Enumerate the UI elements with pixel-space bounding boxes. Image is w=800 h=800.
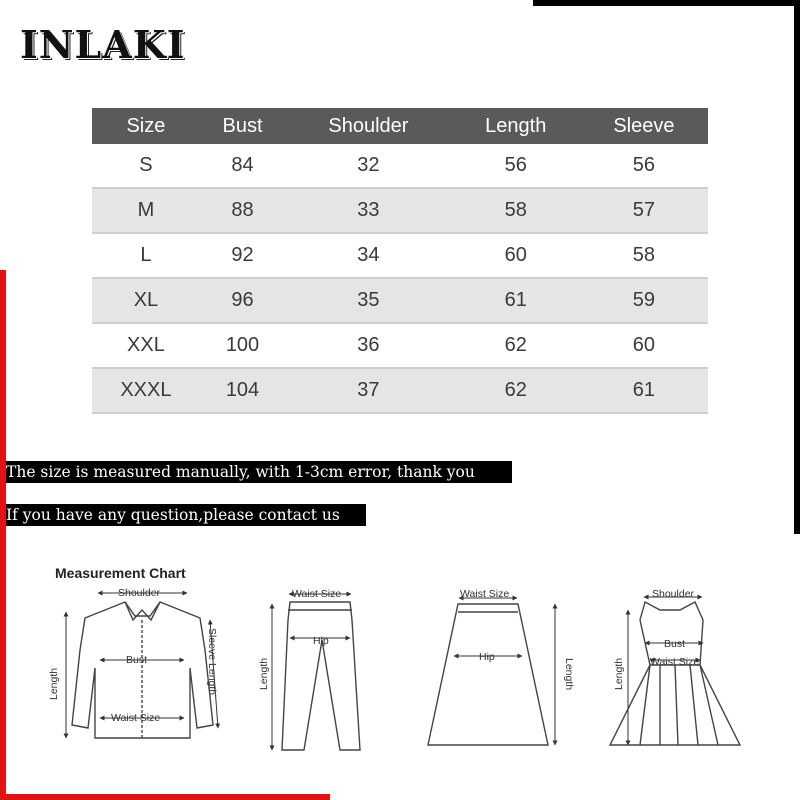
pants-length-label: Length <box>258 657 270 690</box>
frame-bottom-red <box>0 794 330 800</box>
cell-bust: 100 <box>200 323 285 368</box>
dress-shoulder-label: Shoulder <box>652 588 695 600</box>
cell-shoulder: 33 <box>285 188 452 233</box>
cell-size: XL <box>92 278 200 323</box>
contact-note: If you have any question,please contact us <box>6 504 366 526</box>
skirt-figure <box>428 598 555 745</box>
cell-size: S <box>92 144 200 188</box>
table-row <box>92 233 708 278</box>
pants-outline-icon <box>282 602 360 750</box>
cell-shoulder: 37 <box>285 368 452 413</box>
shirt-length-label: Length <box>48 667 60 700</box>
skirt-length-label: Length <box>563 658 575 691</box>
cell-size: L <box>92 233 200 278</box>
cell-length: 62 <box>452 368 580 413</box>
dress-length-label: Length <box>613 657 625 690</box>
measurement-error-note: The size is measured manually, with 1-3cm error, thank you <box>6 461 512 483</box>
dress-bust-label: Bust <box>664 638 686 650</box>
cell-shoulder: 36 <box>285 323 452 368</box>
frame-right-black <box>794 0 800 534</box>
shirt-waist-label: Waist Size <box>111 712 161 724</box>
cell-length: 62 <box>452 323 580 368</box>
pants-hip-label: Hip <box>313 635 329 647</box>
cell-size: XXL <box>92 323 200 368</box>
table-row <box>92 144 708 188</box>
skirt-waist-label: Waist Size <box>460 588 510 600</box>
cell-bust: 88 <box>200 188 285 233</box>
measurement-chart-figures <box>0 580 800 760</box>
skirt-outline-icon <box>428 604 548 745</box>
cell-size: XXXL <box>92 368 200 413</box>
table-row <box>92 188 708 233</box>
header-sleeve: Sleeve <box>580 108 708 144</box>
cell-bust: 92 <box>200 233 285 278</box>
table-row <box>92 368 708 413</box>
size-table-header <box>92 108 708 144</box>
pants-figure <box>272 594 360 750</box>
shirt-sleeve-label: Sleeve Length <box>206 628 218 696</box>
cell-length: 61 <box>452 278 580 323</box>
brand-logo: INLAKI <box>20 22 186 67</box>
cell-sleeve: 61 <box>580 368 708 413</box>
table-row <box>92 323 708 368</box>
header-length: Length <box>452 108 580 144</box>
cell-bust: 84 <box>200 144 285 188</box>
cell-sleeve: 57 <box>580 188 708 233</box>
dress-waist-label: Waist Size <box>650 656 700 668</box>
header-shoulder: Shoulder <box>285 108 452 144</box>
cell-bust: 96 <box>200 278 285 323</box>
cell-shoulder: 32 <box>285 144 452 188</box>
dress-figure <box>610 597 740 745</box>
cell-sleeve: 56 <box>580 144 708 188</box>
header-bust: Bust <box>200 108 285 144</box>
cell-size: M <box>92 188 200 233</box>
cell-bust: 104 <box>200 368 285 413</box>
pants-waist-label: Waist Size <box>292 588 342 600</box>
cell-sleeve: 58 <box>580 233 708 278</box>
size-table <box>92 108 708 414</box>
frame-top-black <box>533 0 800 6</box>
cell-length: 60 <box>452 233 580 278</box>
measurement-chart-title: Measurement Chart <box>55 565 186 581</box>
header-size: Size <box>92 108 200 144</box>
shirt-bust-label: Bust <box>126 654 148 666</box>
cell-length: 58 <box>452 188 580 233</box>
cell-shoulder: 34 <box>285 233 452 278</box>
cell-length: 56 <box>452 144 580 188</box>
skirt-hip-label: Hip <box>479 651 495 663</box>
cell-shoulder: 35 <box>285 278 452 323</box>
shirt-shoulder-label: Shoulder <box>118 587 161 599</box>
cell-sleeve: 59 <box>580 278 708 323</box>
cell-sleeve: 60 <box>580 323 708 368</box>
table-row <box>92 278 708 323</box>
